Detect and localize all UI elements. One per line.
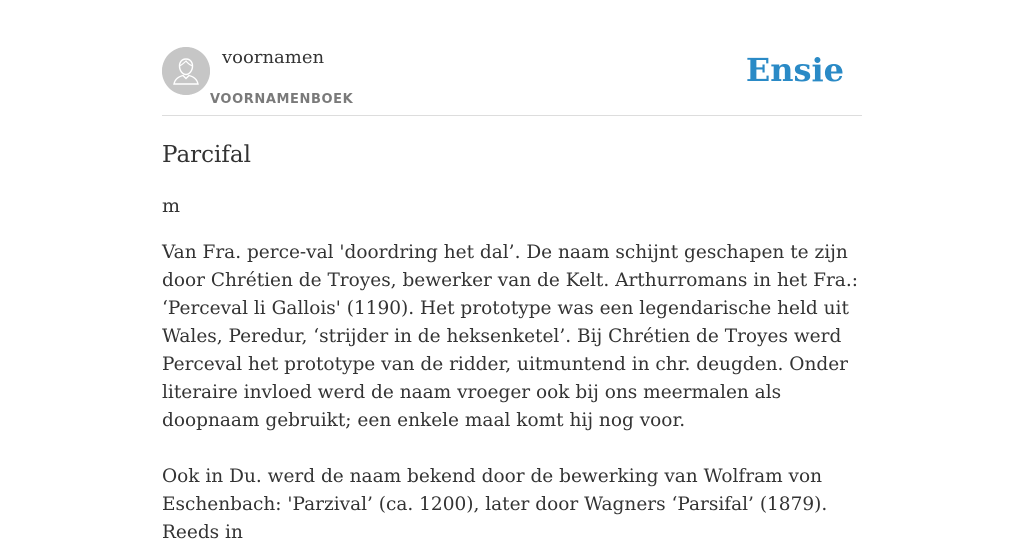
book-link[interactable]: VOORNAMENBOEK (210, 92, 354, 107)
entry-paragraph-2: Ook in Du. werd de naam bekend door de bewerking van Wolfram von Eschenbach: 'Parzival’ (ca. 1200), later door Wagners ‘Parsifal’ (1879). Reeds in (162, 466, 828, 543)
ensie-logo[interactable]: Ensie (745, 51, 844, 89)
user-silhouette-icon (162, 47, 210, 95)
gender-label: m (162, 195, 181, 217)
page (162, 0, 862, 547)
avatar[interactable] (162, 47, 210, 95)
entry-paragraph-1: Van Fra. perce-val 'doordring het dal’. De naam schijnt geschapen te zijn door Chrétien de Troyes, bewerker van de Kelt. Arthurromans in het Fra.: ‘Perceval li Gallois' (1190). Het prototype was een legendarische held uit Wales, Peredur, ‘strijder in de heksenketel’. Bij Chrétien de Troyes werd Perceval het prototype van de ridder, uitmuntend in chr. deugden. Onder literaire invloed werd de naam vroeger ook bij ons meermalen als doopnaam gebruikt; een enkele maal komt hij nog voor. (162, 242, 858, 431)
entry-title: Parcifal (162, 142, 251, 168)
author-name[interactable]: voornamen (222, 47, 325, 68)
header (162, 0, 862, 116)
